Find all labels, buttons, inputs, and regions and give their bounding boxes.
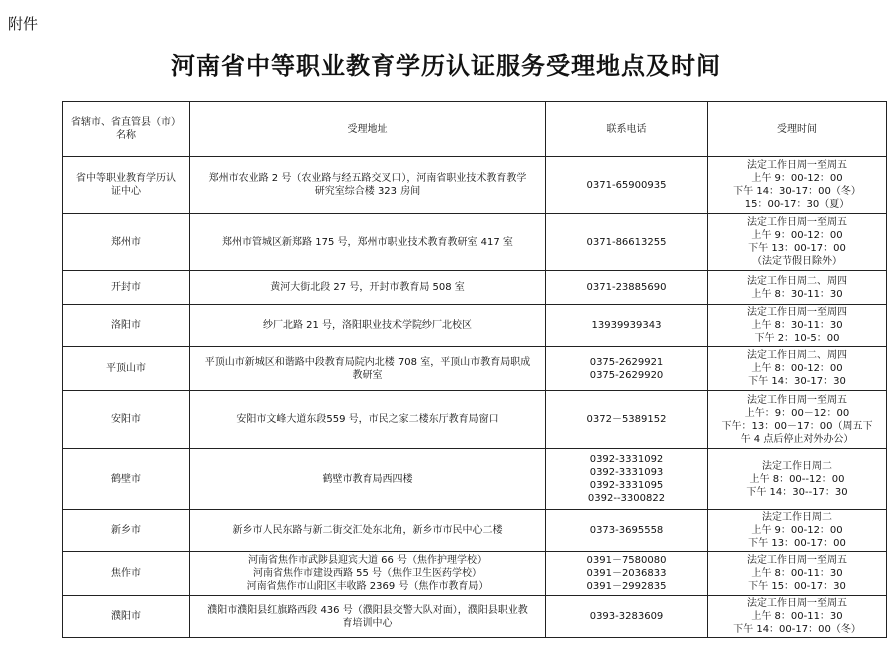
name-line: 开封市	[111, 282, 141, 293]
table-row	[63, 596, 887, 638]
time-line: 午 4 点后停止对外办公）	[740, 433, 854, 445]
time-line: 下午 14：30--17：30	[746, 486, 848, 498]
table-body	[63, 157, 887, 638]
cell-time	[708, 552, 887, 596]
cell-name	[63, 214, 190, 271]
address-line: 育培训中心	[342, 617, 393, 629]
cell-name	[63, 596, 190, 638]
time-line: 上午 9：00-12：00	[751, 525, 843, 536]
time-line: 法定工作日周二	[762, 512, 832, 523]
phone-line: 13939939343	[591, 320, 662, 331]
cell-address	[190, 214, 546, 271]
cell-time	[708, 596, 887, 638]
address-line: 黄河大街北段 27 号，开封市教育局 508 室	[270, 282, 465, 293]
cell-address	[190, 552, 546, 596]
cell-phone	[546, 271, 708, 305]
time-line: 法定工作日周二、周四	[747, 350, 847, 361]
time-line: 法定工作日周一至周五	[747, 217, 847, 228]
cell-phone	[546, 214, 708, 271]
cell-phone	[546, 596, 708, 638]
table-row	[63, 214, 887, 271]
time-line: （法定节假日除外）	[752, 256, 842, 267]
address-line: 教研室	[352, 369, 383, 381]
cell-address	[190, 157, 546, 214]
cell-name	[63, 305, 190, 347]
time-line: 下午 14：30-17：30	[748, 376, 846, 387]
name-line: 新乡市	[111, 525, 141, 536]
column-header-phone: 联系电话	[546, 102, 708, 157]
cell-phone	[546, 552, 708, 596]
phone-line: 0392-3331095	[589, 480, 664, 491]
cell-time	[708, 214, 887, 271]
phone-line: 0391－2992835	[586, 581, 667, 592]
address-line: 安阳市文峰大道东段559 号，市民之家二楼东厅教育局窗口	[236, 414, 499, 425]
table-row	[63, 305, 887, 347]
phone-line: 0373-3695558	[589, 525, 664, 536]
time-line: 下午 13：00-17：00	[748, 538, 846, 549]
cell-name	[63, 552, 190, 596]
phone-line: 0392-3331092	[589, 454, 664, 465]
cell-phone	[546, 305, 708, 347]
time-line: 法定工作日周一至周五	[747, 394, 847, 406]
name-line: 鹤壁市	[111, 473, 141, 485]
time-line: 上午 8：00--12：00	[749, 473, 845, 485]
time-line: 法定工作日周一至周五	[747, 598, 847, 609]
table-row	[63, 552, 887, 596]
cell-phone	[546, 347, 708, 391]
time-line: 上午 8：00-11：30	[751, 611, 843, 622]
cell-name	[63, 391, 190, 449]
address-line: 河南省焦作市山阳区丰收路 2369 号（焦作市教育局）	[246, 581, 489, 592]
cell-phone	[546, 510, 708, 552]
address-line: 纱厂北路 21 号，洛阳职业技术学院纱厂北校区	[262, 320, 473, 331]
time-line: 下午 2：10-5：00	[754, 333, 840, 344]
cell-phone	[546, 391, 708, 449]
phone-line: 0392-3331093	[589, 467, 664, 478]
time-line: 下午 14：00-17：00（冬）	[733, 624, 861, 635]
table-row	[63, 510, 887, 552]
time-line: 上午 8：00-11：30	[751, 568, 843, 579]
phone-line: 0391－7580080	[586, 555, 667, 566]
phone-line: 0375-2629920	[589, 369, 664, 381]
name-line: 濮阳市	[111, 611, 141, 622]
address-line: 平顶山市新城区和谐路中段教育局院内北楼 708 室，平顶山市教育局职成	[204, 356, 531, 368]
cell-address	[190, 510, 546, 552]
attachment-label: 附件	[8, 15, 39, 33]
phone-line: 0375-2629921	[589, 356, 664, 368]
cell-phone	[546, 157, 708, 214]
phone-line: 0372－5389152	[586, 414, 667, 425]
cell-phone	[546, 449, 708, 510]
time-line: 法定工作日周二、周四	[747, 275, 847, 287]
time-line: 上午 8：30-11：30	[751, 288, 843, 300]
service-locations-table	[62, 101, 887, 638]
cell-name	[63, 157, 190, 214]
time-line: 上午：9：00－12：00	[744, 407, 850, 419]
column-header-time: 受理时间	[708, 102, 887, 157]
phone-line: 0393-3283609	[589, 611, 664, 622]
address-line: 河南省焦作市武陟县迎宾大道 66 号（焦作护理学校）	[247, 555, 488, 566]
cell-address	[190, 271, 546, 305]
time-line: 下午：13：00－17：00（周五下	[721, 420, 873, 432]
column-header-address: 受理地址	[190, 102, 546, 157]
cell-address	[190, 305, 546, 347]
time-line: 上午 9：00-12：00	[751, 230, 843, 241]
table-row	[63, 347, 887, 391]
name-line: 洛阳市	[111, 320, 141, 331]
cell-address	[190, 449, 546, 510]
address-line: 鹤壁市教育局西四楼	[322, 473, 413, 485]
address-line: 郑州市管城区新郑路 175 号，郑州市职业技术教育教研室 417 室	[222, 236, 513, 248]
address-line: 研究室综合楼 323 房间	[314, 186, 421, 197]
cell-time	[708, 347, 887, 391]
column-header-name: 省辖市、省直管县（市） 名称	[63, 102, 190, 157]
time-line: 下午 14：30-17：00（冬）	[733, 186, 861, 197]
table-row	[63, 271, 887, 305]
name-line: 郑州市	[111, 236, 141, 248]
address-line: 新乡市人民东路与新二街交汇处东北角，新乡市市民中心二楼	[232, 525, 503, 536]
name-line: 证中心	[111, 186, 141, 197]
phone-line: 0392--3300822	[587, 493, 666, 504]
page-title: 河南省中等职业教育学历认证服务受理地点及时间	[171, 51, 721, 80]
cell-time	[708, 510, 887, 552]
time-line: 上午 9：00-12：00	[751, 173, 843, 184]
table-row	[63, 391, 887, 449]
cell-name	[63, 449, 190, 510]
name-line: 平顶山市	[106, 363, 146, 374]
address-line: 郑州市农业路 2 号（农业路与经五路交叉口），河南省职业技术教育教学	[208, 173, 527, 184]
time-line: 法定工作日周二	[762, 460, 832, 472]
phone-line: 0371-23885690	[586, 282, 667, 293]
name-line: 安阳市	[111, 414, 141, 425]
address-line: 河南省焦作市建设西路 55 号（焦作卫生医药学校）	[252, 568, 483, 579]
table-header-row	[63, 102, 887, 157]
cell-time	[708, 157, 887, 214]
table-row	[63, 449, 887, 510]
cell-name	[63, 347, 190, 391]
cell-time	[708, 391, 887, 449]
phone-line: 0371-65900935	[586, 179, 667, 191]
time-line: 下午 15：00-17：30	[748, 581, 846, 592]
phone-line: 0371-86613255	[586, 236, 667, 248]
time-line: 上午 8：30-11：30	[751, 320, 843, 331]
phone-line: 0391－2036833	[586, 568, 667, 579]
cell-name	[63, 271, 190, 305]
cell-time	[708, 449, 887, 510]
name-line: 省中等职业教育学历认	[76, 173, 176, 184]
time-line: 法定工作日周一至周四	[747, 307, 847, 318]
address-line: 濮阳市濮阳县红旗路西段 436 号（濮阳县交警大队对面），濮阳县职业教	[207, 604, 528, 616]
table-row	[63, 157, 887, 214]
cell-name	[63, 510, 190, 552]
name-line: 焦作市	[111, 568, 141, 579]
cell-time	[708, 305, 887, 347]
cell-address	[190, 391, 546, 449]
time-line: 下午 13：00-17：00	[748, 243, 846, 254]
time-line: 上午 8：00-12：00	[751, 363, 843, 374]
time-line: 法定工作日周一至周五	[747, 555, 847, 566]
cell-address	[190, 347, 546, 391]
cell-time	[708, 271, 887, 305]
time-line: 法定工作日周一至周五	[747, 160, 847, 171]
time-line: 15：00-17：30（夏）	[744, 199, 850, 210]
cell-address	[190, 596, 546, 638]
